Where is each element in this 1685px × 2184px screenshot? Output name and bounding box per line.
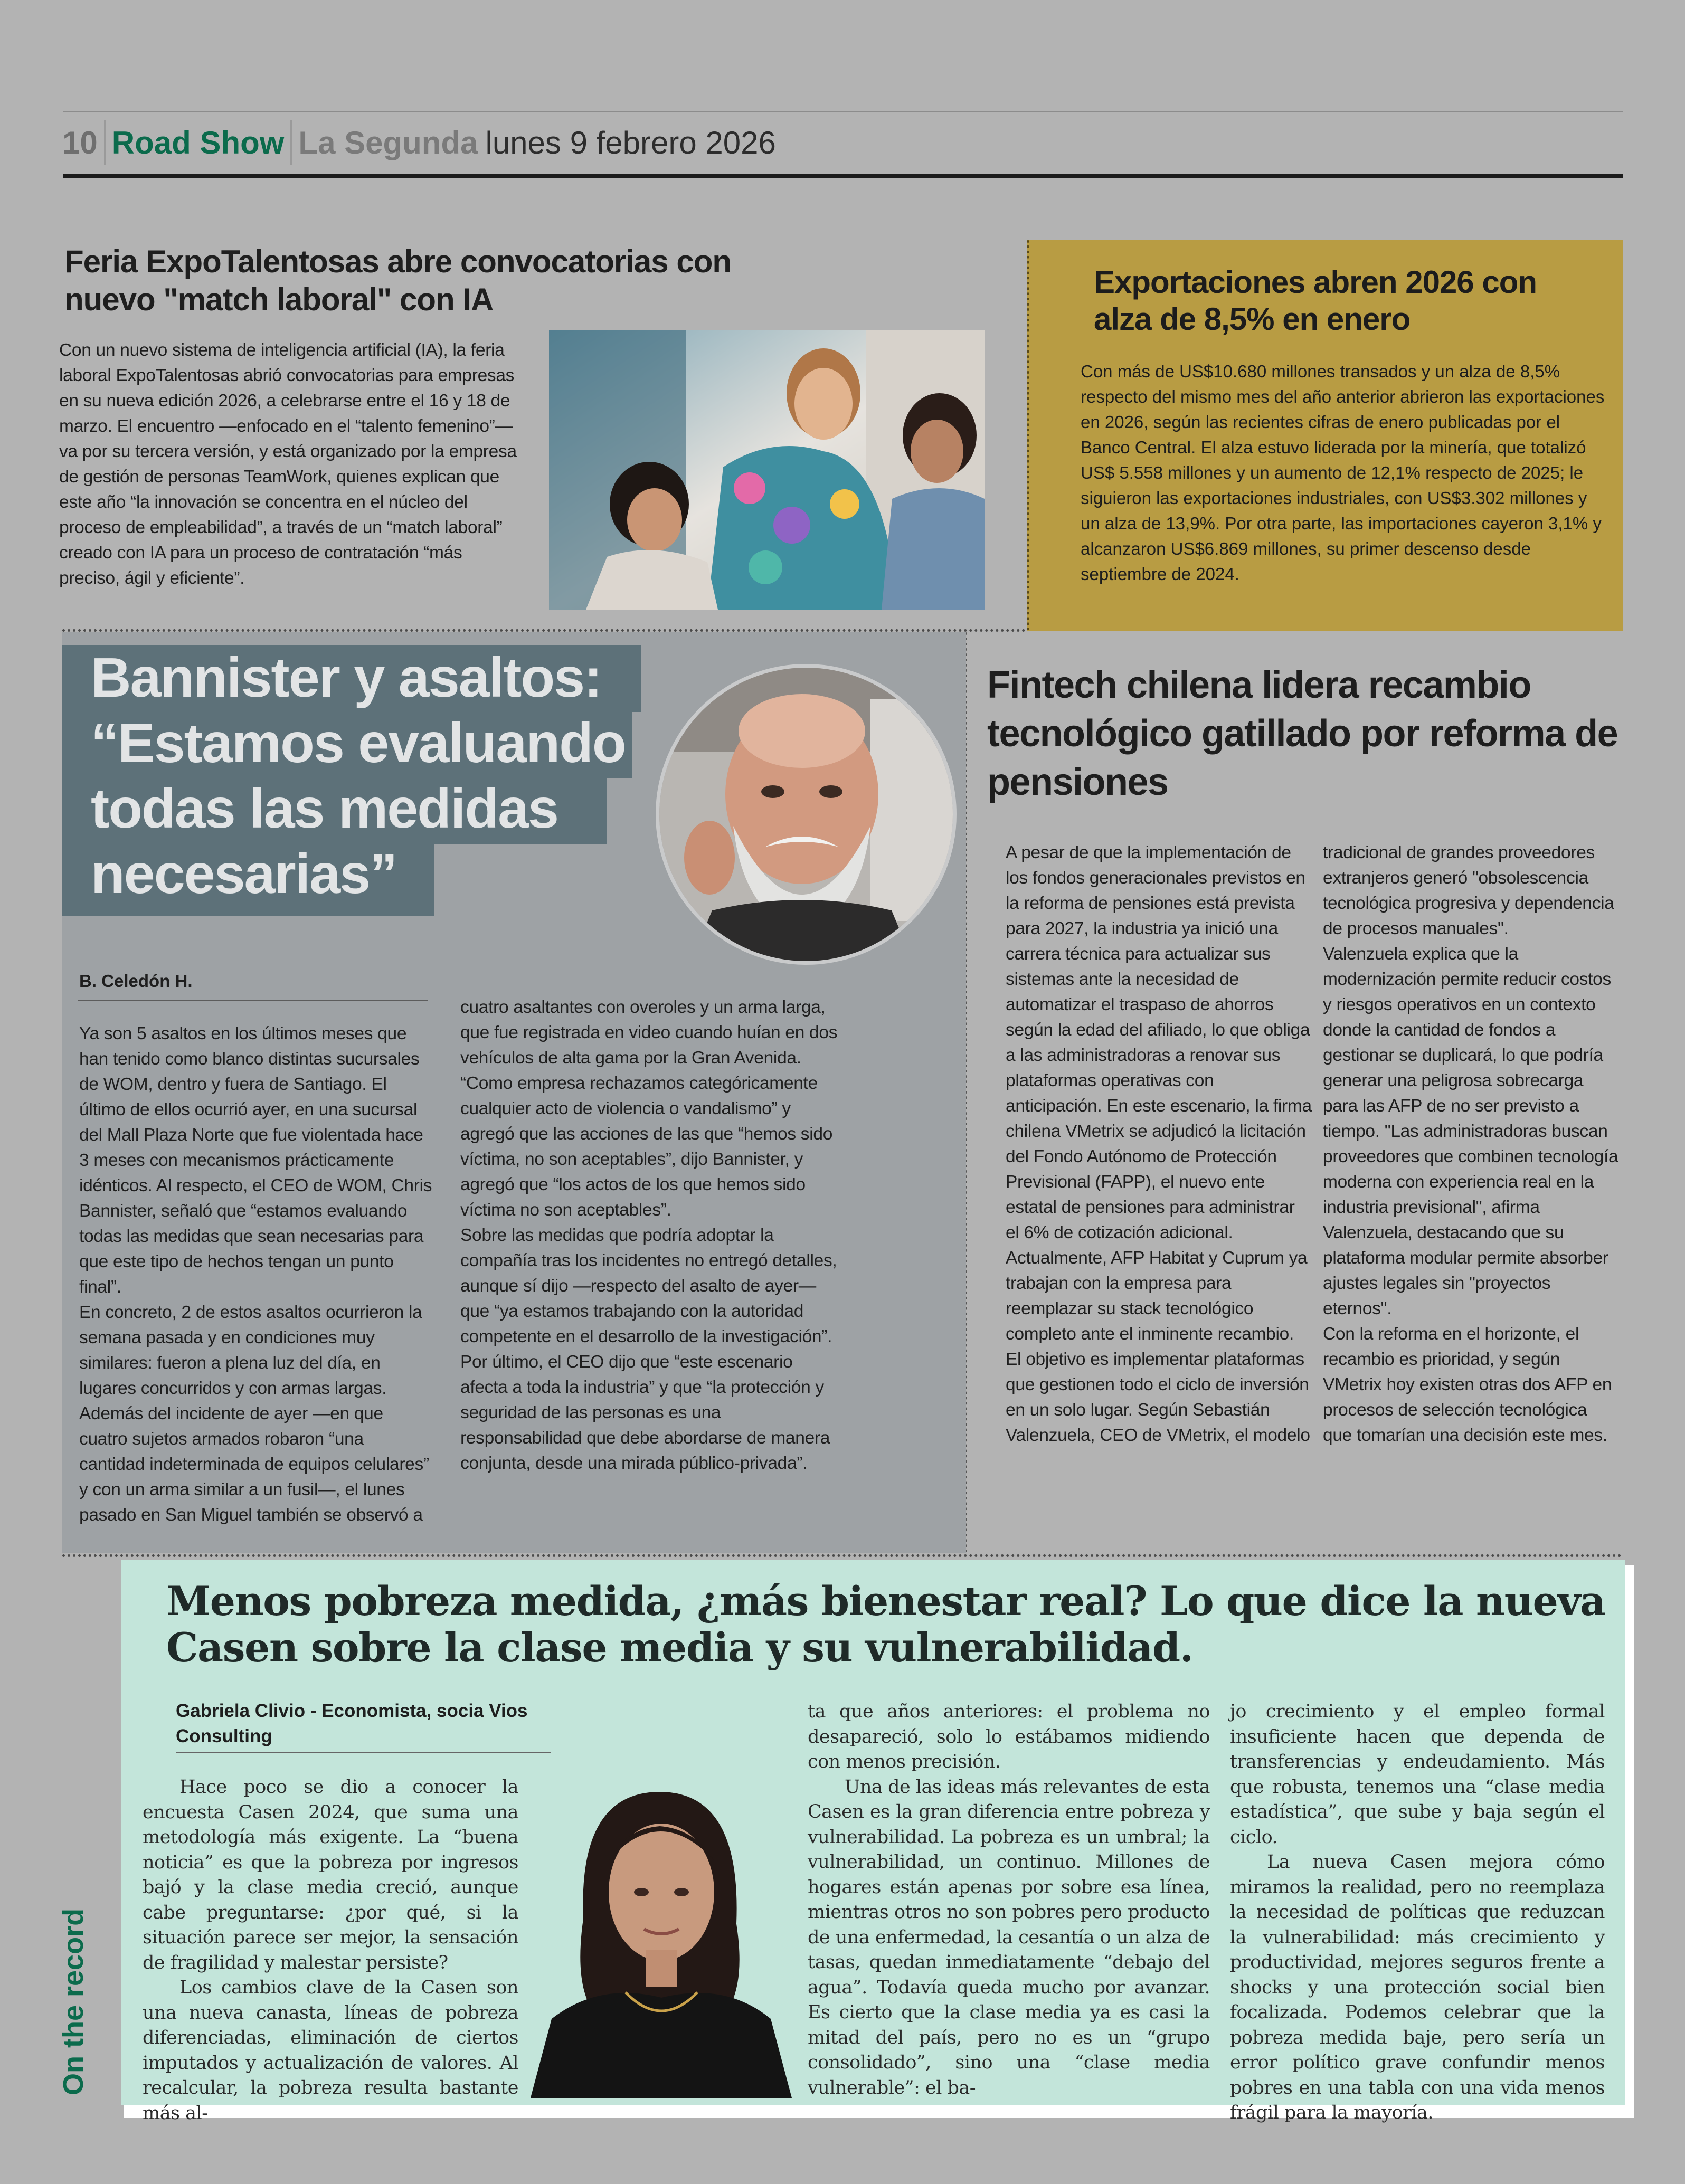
publication-name: La Segunda xyxy=(298,125,478,160)
issue-date: lunes 9 febrero 2026 xyxy=(485,125,776,160)
author-portrait xyxy=(520,1771,800,2098)
casen-column-3 xyxy=(1230,1699,1605,2126)
divider-dotted xyxy=(62,629,1026,632)
masthead xyxy=(62,116,776,169)
paragraph: Hace poco se dio a conocer la encuesta Casen 2024, que suma una metodología más exigente. La “buena noticia” es que la pobreza por ingresos bajó y la clase media creció, aunque cabe preguntarse: ¿por qué, si la situación parece ser mejor, la sensación de fragilidad y malestar persiste? xyxy=(143,1777,518,1973)
paragraph: ta que años anteriores: el problema no desapareció, solo lo estábamos midiendo con menos precisión. xyxy=(808,1701,1210,1772)
paragraph: En concreto, 2 de estos asaltos ocurrieron la semana pasada y en condiciones muy similares: fueron a plena luz del día, en lugares concurridos y con armas largas. Además del incidente de ayer —en que cuatro sujetos armados robaron “una cantidad indeterminada de equipos celulares” y con un arma similar a un fusil—, el lunes pasado en San Miguel también se observó a xyxy=(79,1303,429,1525)
feria-headline: Feria ExpoTalentosas abre convocatorias con nuevo "match laboral" con IA xyxy=(64,244,731,317)
casen-edge xyxy=(110,1560,121,2109)
feria-body: Con un nuevo sistema de inteligencia artificial (IA), la feria laboral ExpoTalentosas abrió convocatorias para empresas en su nueva edición 2026, a celebrarse entre el 16 y 18 de marzo. El encuentro —enfocado en el “talento femenino”— va por su tercera versión, y está organizado por la empresa de gestión de personas TeamWork, quienes explican que este año “la innovación se concentra en el núcleo del proceso de empleabilidad”, a través de un “match laboral” creado con IA para un proceso de contratación “más preciso, ágil y eficiente”. xyxy=(59,340,517,588)
paragraph: La nueva Casen mejora cómo miramos la realidad, pero no reemplaza la necesidad de políticas que reduzcan la vulnerabilidad: más crecimiento y productividad, mejores seguros frente a shocks y una protección social bien focalizada. Podemos celebrar que la pobreza medida baje, pero sería un error político grave confundir menos pobres en una tabla con una vida menos frágil para la mayoría. xyxy=(1230,1851,1605,2123)
paragraph: Por último, el CEO dijo que “este escenario afecta a toda la industria” y que “la protección y seguridad de las personas es una responsabilidad que debe abordarse de manera conjunta, desde una mirada público-privada”. xyxy=(460,1352,830,1473)
paragraph: Actualmente, AFP Habitat y Cuprum ya trabajan con la empresa para reemplazar su stack tecnológico completo ante el inminente recambio. El objetivo es implementar plataformas que gestionen todo el ciclo de inversión en un solo lugar. Según Sebastián Valenzuela, CEO de VMetrix, el modelo xyxy=(1006,1248,1310,1445)
bannister-column-1 xyxy=(79,1021,434,1528)
bannister-headline: Bannister y asaltos: “Estamos evaluando todas las medidas necesarias” xyxy=(91,647,626,905)
paragraph: cuatro asaltantes con overoles y un arma larga, que fue registrada en video cuando huían en dos vehículos de alta gama por la Gran Avenida. xyxy=(460,998,838,1068)
paragraph: tradicional de grandes proveedores extranjeros generó "obsolescencia tecnológica progresiva y dependencia de procesos manuales". xyxy=(1323,843,1614,938)
feria-photo xyxy=(549,330,985,610)
casen-headline: Menos pobreza medida, ¿más bienestar real? Lo que dice la nueva Casen sobre la clase media y su vulnerabilidad. xyxy=(166,1578,1605,1671)
fintech-headline: Fintech chilena lidera recambio tecnológico gatillado por reforma de pensiones xyxy=(987,664,1618,803)
section-label-vertical: On the record xyxy=(58,1908,89,2095)
exportaciones-body: Con más de US$10.680 millones transados y un alza de 8,5% respecto del mismo mes del año anterior abrieron las exportaciones en 2026, según las recientes cifras de enero publicadas por el Banco Central. El alza estuvo liderada por la minería, que totalizó US$ 5.558 millones y un aumento de 12,1% respecto de 2025; le siguieron las exportaciones industriales, con US$3.302 millones y un alza de 13,9%. Por otra parte, las importaciones cayeron 3,1% y alcanzaron US$6.869 millones, su primer descenso desde septiembre de 2024. xyxy=(1081,362,1605,584)
exportaciones-headline: Exportaciones abren 2026 con alza de 8,5% en enero xyxy=(1094,264,1537,337)
page-number: 10 xyxy=(62,125,98,160)
paragraph: jo crecimiento y el empleo formal insuficiente hacen que dependa de transferencias y endeudamiento. Más que robusta, tenemos una “clase media estadística”, que sube y baja según el ciclo. xyxy=(1230,1701,1605,1848)
casen-byline: Gabriela Clivio - Economista, socia Vios Consulting xyxy=(176,1701,528,1746)
section-name: Road Show xyxy=(111,125,285,160)
bannister-byline: B. Celedón H. xyxy=(79,971,193,991)
masthead-divider xyxy=(290,120,292,165)
masthead-divider xyxy=(104,120,106,165)
casen-column-2 xyxy=(808,1699,1210,2101)
masthead-bottom-rule xyxy=(63,174,1623,178)
divider-dotted xyxy=(62,1554,1622,1557)
masthead-top-rule xyxy=(63,111,1623,112)
fintech-column-1 xyxy=(1006,840,1312,1448)
paragraph: Con la reforma en el horizonte, el recambio es prioridad, y según VMetrix hoy existen otras dos AFP en procesos de selección tecnológica que tomarían una decisión este mes. xyxy=(1323,1324,1612,1445)
paragraph: Los cambios clave de la Casen son una nueva canasta, líneas de pobreza diferenciadas, eliminación de ciertos imputados y actualización de valores. Al recalcular, la pobreza resulta bastante más al- xyxy=(143,1977,518,2124)
byline-rule xyxy=(78,1000,428,1001)
bannister-portrait xyxy=(656,664,957,965)
fintech-column-2 xyxy=(1323,840,1618,1448)
paragraph: A pesar de que la implementación de los fondos generacionales previstos en la reforma de pensiones está prevista para 2027, la industria ya inició una carrera técnica para actualizar sus sistemas ante la necesidad de automatizar el traspaso de ahorros según la edad del afiliado, lo que obliga a las administradoras a renovar sus plataformas operativas con anticipación. En este escenario, la firma chilena VMetrix se adjudicó la licitación del Fondo Autónomo de Protección Previsional (FAPP), el nuevo ente estatal de pensiones para administrar el 6% de cotización adicional. xyxy=(1006,843,1312,1242)
paragraph: Ya son 5 asaltos en los últimos meses que han tenido como blanco distintas sucursales de WOM, dentro y fuera de Santiago. El último de ellos ocurrió ayer, en una sucursal del Mall Plaza Norte que fue violentada hace 3 meses con mecanismos prácticamente idénticos. Al respecto, el CEO de WOM, Chris Bannister, señaló que “estamos evaluando todas las medidas que sean necesarias para que este tipo de hechos tengan un punto final”. xyxy=(79,1024,432,1297)
casen-column-1 xyxy=(143,1775,518,2126)
byline-rule xyxy=(176,1752,551,1753)
paragraph: Valenzuela explica que la modernización permite reducir costos y riesgos operativos en un contexto donde la cantidad de fondos a gestionar se duplicará, lo que podría generar una peligrosa sobrecarga para las AFP de no ser previsto a tiempo. "Las administradoras buscan proveedores que combinen tecnología moderna con experiencia real en la industria previsional", afirma Valenzuela, destacando que su plataforma modular permite absorber ajustes legales sin "proyectos eternos". xyxy=(1323,944,1618,1318)
paragraph: Una de las ideas más relevantes de esta Casen es la gran diferencia entre pobreza y vulnerabilidad. La pobreza es un umbral; la vulnerabilidad, un continuo. Millones de hogares están apenas por sobre esa línea, mientras otros no son pobres pero producto de una enfermedad, la cesantía o un alza de tasas, quedan inmediatamente “debajo del agua”. Todavía queda mucho por avanzar. Es cierto que la clase media ya es casi la mitad del país, pero no es un “grupo consolidado”, sino una “clase media vulnerable”: el ba- xyxy=(808,1776,1210,2098)
paragraph: “Como empresa rechazamos categóricamente cualquier acto de violencia o vandalismo” y agregó que las acciones de las que “hemos sido víctima, no son aceptables”, dijo Bannister, y agregó que “los actos de los que hemos sido víctima no son aceptables”. xyxy=(460,1074,833,1220)
paragraph: Sobre las medidas que podría adoptar la compañía tras los incidentes no entregó detalles, aunque sí dijo —respecto del asalto de ayer— que “ya estamos trabajando con la autoridad competente en el desarrollo de la investigación”. xyxy=(460,1226,837,1346)
bannister-column-2 xyxy=(460,995,840,1476)
